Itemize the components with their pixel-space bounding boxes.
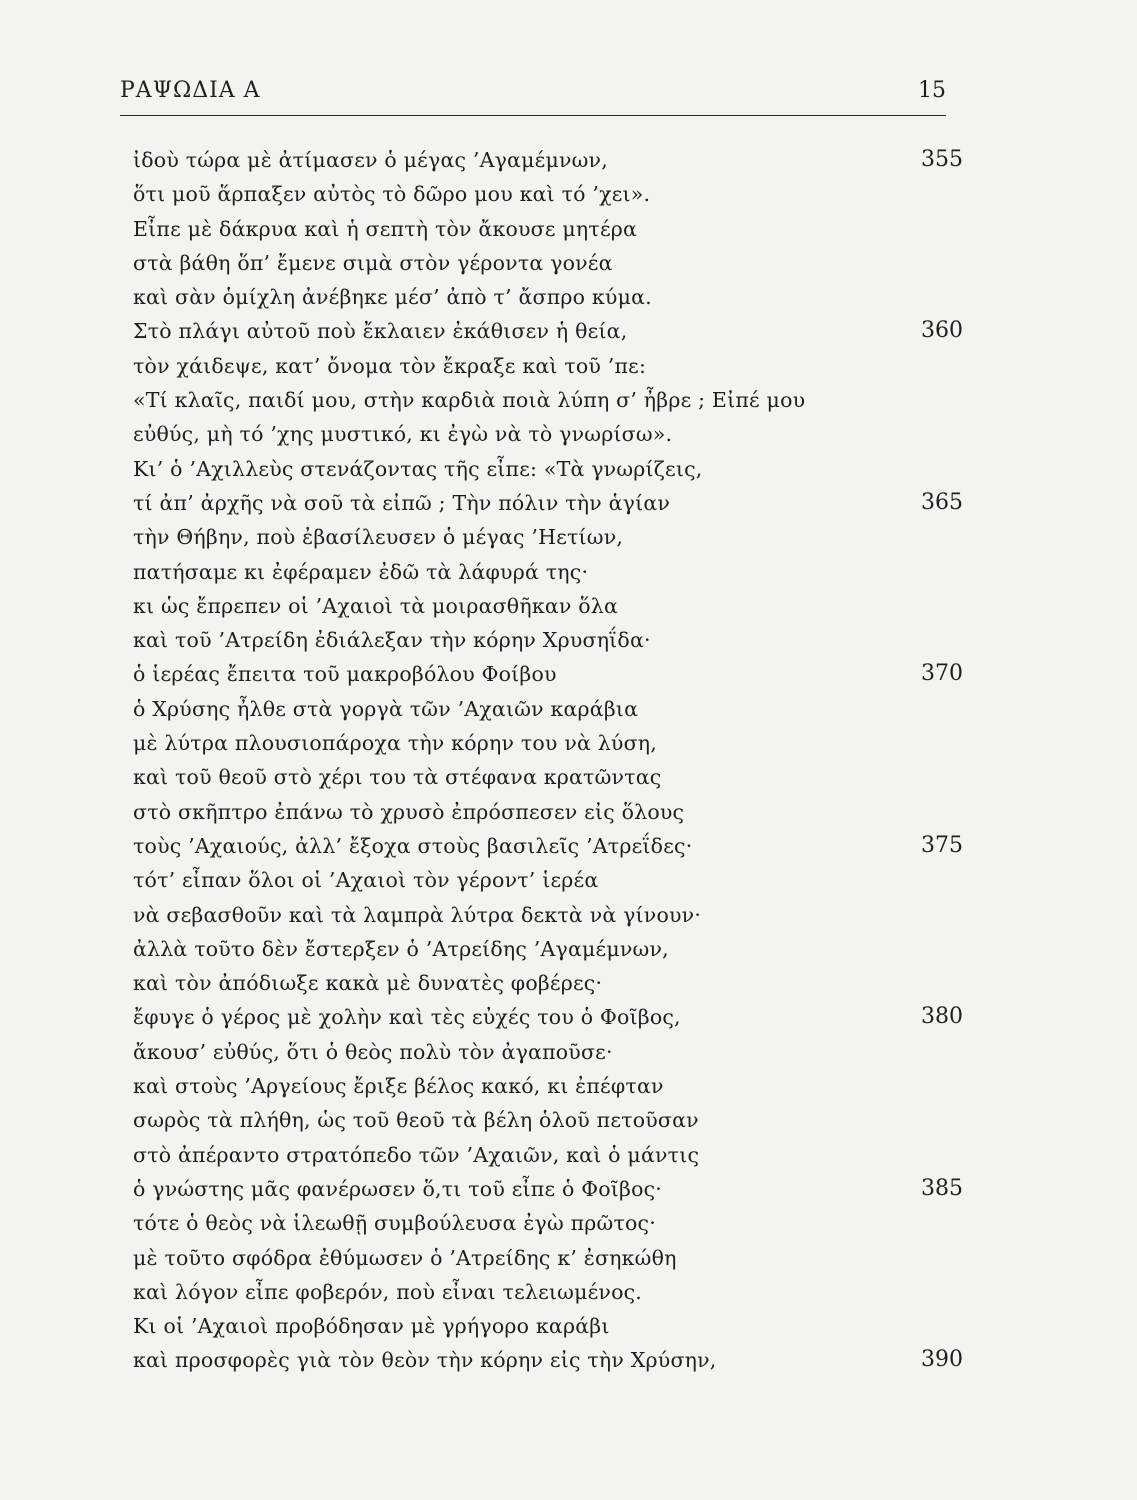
verse-text: ἰδοὺ τώρα μὲ ἀτίμασεν ὁ μέγας ’Αγαμέμνων, xyxy=(133,148,608,172)
verse-text: καὶ προσφορὲς γιὰ τὸν θεὸν τὴν κόρην εἰς τὴν Χρύσην, xyxy=(133,1348,717,1373)
verse-number: 360 xyxy=(921,318,963,344)
verse-line xyxy=(133,1035,963,1069)
verse-text: νὰ σεβασθοῦν καὶ τὰ λαμπρὰ λύτρα δεκτὰ νὰ γίνουν· xyxy=(133,902,702,927)
verse-text: καὶ λόγον εἶπε φοβερόν, ποὺ εἶναι τελειωμένος. xyxy=(133,1279,643,1304)
verse-line xyxy=(133,246,963,280)
verse-text: ὅτι μοῦ ἅρπαξεν αὐτὸς τὸ δῶρο μου καὶ τό ’χει». xyxy=(133,182,651,207)
verse-line xyxy=(133,795,963,829)
verse-line xyxy=(133,452,963,486)
verse-line xyxy=(133,966,963,1000)
verse-line xyxy=(133,1000,963,1034)
verse-line xyxy=(133,623,963,657)
verse-line xyxy=(133,657,963,691)
verse-line xyxy=(133,383,963,417)
verse-line xyxy=(133,589,963,623)
verse-line xyxy=(133,1241,963,1275)
verse-list xyxy=(133,143,963,1378)
verse-text: τὸν χάιδεψε, κατ’ ὄνομα τὸν ἔκραξε καὶ τοῦ ’πε: xyxy=(133,353,647,378)
verse-line xyxy=(133,726,963,760)
verse-line xyxy=(133,932,963,966)
verse-text: τότε ὁ θεὸς νὰ ἱλεωθῇ συμβούλευσα ἐγὼ πρῶτος· xyxy=(133,1211,656,1236)
verse-line xyxy=(133,760,963,794)
verse-line xyxy=(133,863,963,897)
verse-text: Στὸ πλάγι αὐτοῦ ποὺ ἔκλαιεν ἐκάθισεν ἡ θεία, xyxy=(133,319,628,344)
verse-text: στὰ βάθη ὅπ’ ἔμενε σιμὰ στὸν γέροντα γονέα xyxy=(133,250,613,275)
verse-line xyxy=(133,314,963,348)
verse-text: Εἶπε μὲ δάκρυα καὶ ἡ σεπτὴ τὸν ἄκουσε μητέρα xyxy=(133,216,638,241)
verse-text: ἀλλὰ τοῦτο δὲν ἔστερξεν ὁ ’Ατρείδης ’Αγαμέμνων, xyxy=(133,936,669,961)
verse-text: τοὺς ’Αχαιούς, ἀλλ’ ἔξοχα στοὺς βασιλεῖς ’Ατρεΐδες· xyxy=(133,833,693,858)
verse-text: ὁ γνώστης μᾶς φανέρωσεν ὅ,τι τοῦ εἶπε ὁ Φοῖβος· xyxy=(133,1176,663,1201)
verse-line xyxy=(133,1343,963,1377)
verse-line xyxy=(133,520,963,554)
verse-text: ἔφυγε ὁ γέρος μὲ χολὴν καὶ τὲς εὐχές του ὁ Φοῖβος, xyxy=(133,1005,681,1030)
verse-text: καὶ σὰν ὁμίχλη ἀνέβηκε μέσ’ ἀπὸ τ’ ἄσπρο κύμα. xyxy=(133,285,652,310)
verse-line xyxy=(133,1103,963,1137)
verse-text: καὶ τὸν ἀπόδιωξε κακὰ μὲ δυνατὲς φοβέρες· xyxy=(133,971,603,996)
verse-line xyxy=(133,1069,963,1103)
verse-text: Κι οἱ ’Αχαιοὶ προβόδησαν μὲ γρήγορο καράβι xyxy=(133,1314,610,1339)
verse-text: κι ὡς ἔπρεπεν οἱ ’Αχαιοὶ τὰ μοιρασθῆκαν ὅλα xyxy=(133,593,619,618)
verse-text: τότ’ εἶπαν ὅλοι οἱ ’Αχαιοὶ τὸν γέροντ’ ἱερέα xyxy=(133,868,599,893)
verse-line xyxy=(133,1309,963,1343)
verse-text: τὴν Θήβην, ποὺ ἐβασίλευσεν ὁ μέγας ’Ηετίων, xyxy=(133,525,624,550)
verse-number: 385 xyxy=(921,1175,963,1201)
verse-text: Κι’ ὁ ’Αχιλλεὺς στενάζοντας τῆς εἶπε: «Τὰ γνωρίζεις, xyxy=(133,456,703,481)
verse-number: 375 xyxy=(921,832,963,858)
verse-line xyxy=(133,212,963,246)
verse-line xyxy=(133,1172,963,1206)
verse-line xyxy=(133,555,963,589)
verse-line xyxy=(133,143,963,177)
verse-line xyxy=(133,177,963,211)
verse-number: 370 xyxy=(921,661,963,687)
verse-text: ὁ ἱερέας ἔπειτα τοῦ μακροβόλου Φοίβου xyxy=(133,662,557,687)
page-number: 15 xyxy=(918,78,946,103)
verse-text: καὶ στοὺς ’Αργείους ἔριξε βέλος κακό, κι ἐπέφταν xyxy=(133,1074,664,1099)
verse-line xyxy=(133,898,963,932)
verse-number: 380 xyxy=(921,1004,963,1030)
running-title: ΡΑΨΩΔΙΑ Α xyxy=(120,78,261,103)
verse-line xyxy=(133,417,963,451)
header-rule xyxy=(120,115,946,116)
verse-line xyxy=(133,349,963,383)
verse-text: πατήσαμε κι ἐφέραμεν ἐδῶ τὰ λάφυρά της· xyxy=(133,559,589,584)
verse-text: μὲ τοῦτο σφόδρα ἐθύμωσεν ὁ ’Ατρείδης κ’ ἐσηκώθη xyxy=(133,1245,677,1270)
verse-text: «Τί κλαῖς, παιδί μου, στὴν καρδιὰ ποιὰ λύπη σ’ ἦβρε ; Εἰπέ μου xyxy=(133,388,806,413)
verse-text: στὸ σκῆπτρο ἐπάνω τὸ χρυσὸ ἐπρόσπεσεν εἰς ὅλους xyxy=(133,799,685,824)
verse-text: ὁ Χρύσης ἦλθε στὰ γοργὰ τῶν ’Αχαιῶν καράβια xyxy=(133,696,639,721)
verse-text: τί ἀπ’ ἀρχῆς νὰ σοῦ τὰ εἰπῶ ; Τὴν πόλιν τὴν ἁγίαν xyxy=(133,490,671,515)
verse-line xyxy=(133,1275,963,1309)
verse-number: 390 xyxy=(921,1347,963,1373)
verse-line xyxy=(133,1138,963,1172)
running-head xyxy=(120,78,946,108)
verse-text: καὶ τοῦ ’Ατρείδη ἐδιάλεξαν τὴν κόρην Χρυσηΐδα· xyxy=(133,628,651,653)
verse-line xyxy=(133,829,963,863)
verse-line xyxy=(133,280,963,314)
verse-line xyxy=(133,1206,963,1240)
verse-text: σωρὸς τὰ πλήθη, ὡς τοῦ θεοῦ τὰ βέλη ὁλοῦ πετοῦσαν xyxy=(133,1108,699,1133)
verse-text: ἄκουσ’ εὐθύς, ὅτι ὁ θεὸς πολὺ τὸν ἀγαποῦσε· xyxy=(133,1039,613,1064)
verse-line xyxy=(133,486,963,520)
verse-text: μὲ λύτρα πλουσιοπάροχα τὴν κόρην του νὰ λύση, xyxy=(133,731,657,756)
verse-number: 365 xyxy=(921,489,963,515)
verse-number: 355 xyxy=(921,147,963,172)
verse-line xyxy=(133,692,963,726)
verse-text: στὸ ἀπέραντο στρατόπεδο τῶν ’Αχαιῶν, καὶ ὁ μάντις xyxy=(133,1142,700,1167)
verse-text: εὐθύς, μὴ τό ’χης μυστικό, κι ἐγὼ νὰ τὸ γνωρίσω». xyxy=(133,422,673,447)
verse-text: καὶ τοῦ θεοῦ στὸ χέρι του τὰ στέφανα κρατῶντας xyxy=(133,765,662,790)
